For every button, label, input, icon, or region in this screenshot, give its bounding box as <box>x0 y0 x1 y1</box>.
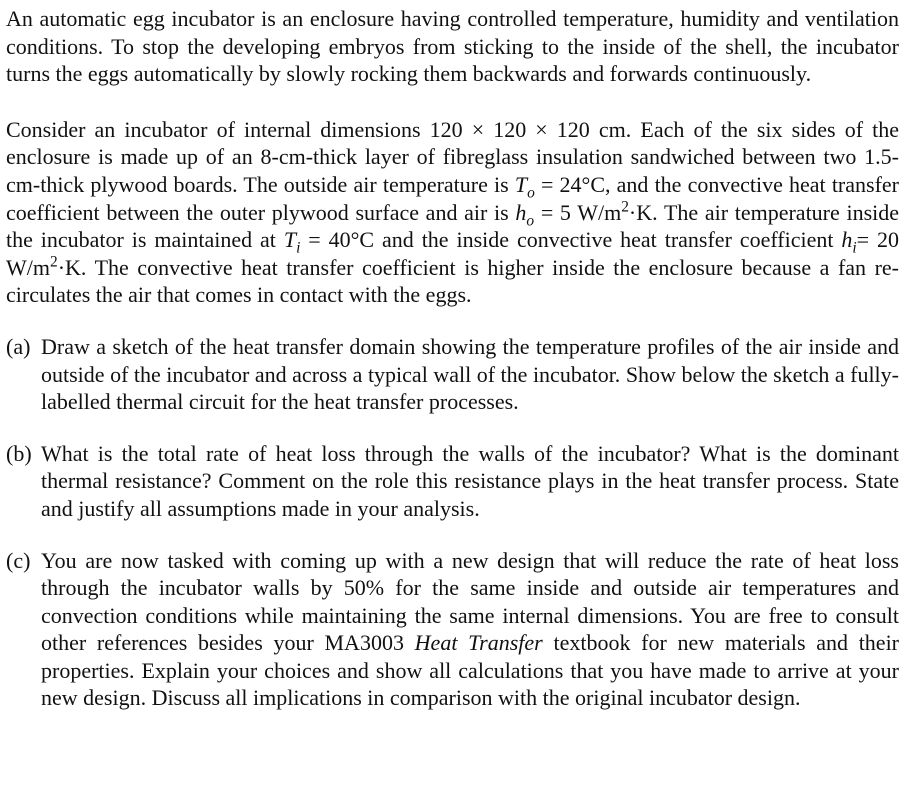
outside-h-lead: and the convective heat transfer coefficient between the outer plywood surface and air is <box>6 171 900 225</box>
question-text: What is the total rate of heat loss through the walls of the incubator? What is the dominant thermal resistance? Comment on the role this resistance plays in the heat transfer process. State and justify all assumptions made in your analysis. <box>41 440 899 521</box>
question-label: (c) <box>6 547 31 573</box>
book-title: Heat Transfer <box>414 630 543 656</box>
inside-h-value: = 20 $W/m^2\cdot K$. <box>6 227 899 280</box>
inside-h-symbol: $h_i$ <box>841 227 857 257</box>
question-c <box>6 547 899 713</box>
outside-h-symbol: $h_o$ <box>515 199 535 229</box>
inside-temp-symbol: $T_i$ <box>283 227 301 257</box>
inside-temp-lead: The air temperature inside the incubator is maintained at <box>6 199 900 253</box>
construction-sentence: Each of the six sides of the enclosure is made up of an 8-cm-thick layer of fibreglass insulation sandwiched between two 1.5-cm-thick plywood boards. <box>6 116 900 197</box>
problem-paragraph <box>6 116 899 309</box>
question-label: (a) <box>6 333 31 359</box>
outside-temp-symbol: $T_o$ <box>514 171 535 202</box>
dimensions-sentence: Consider an incubator of internal dimensions 120 × 120 × 120 cm. <box>6 116 632 142</box>
question-b <box>6 440 899 523</box>
intro-text: An automatic egg incubator is an enclosure having controlled temperature, humidity and ventilation conditions. To stop the developing embryos from sticking to the inside of the shell, the incubator turns the eggs automatically by slowly rocking them backwards and forwards continuously. <box>6 6 899 87</box>
outside-temp-lead: The outside air temperature is <box>243 171 509 197</box>
document-page <box>6 5 899 712</box>
question-text: You are now tasked with coming up with a new design that will reduce the rate of heat loss through the incubator walls by 50% for the same inside and outside air temperatures and convection conditions while maintaining the same internal dimensions. You are free to consult other references besides your MA3003 Heat Transfer textbook for new materials and their properties. Explain your choices and show all calculations that you have made to arrive at your new design. Discuss all implications in comparison with the original incubator design. <box>41 547 900 711</box>
closing-sentence: The convective heat transfer coefficient is higher inside the enclosure because a fan re-circulates the air that comes in contact with the eggs. <box>6 254 899 308</box>
question-text: Draw a sketch of the heat transfer domain showing the temperature profiles of the air inside and outside of the incubator and across a typical wall of the incubator. Show below the sketch a fully-labelled thermal circuit for the heat transfer processes. <box>41 333 899 415</box>
question-label: (b) <box>6 440 32 466</box>
inside-temp-value: = 40°C <box>308 227 375 253</box>
outside-h-value: = 5 $W/m^2\cdot K$. <box>540 198 658 225</box>
outside-temp-value: = 24°C, <box>540 171 611 197</box>
inside-h-lead: and the inside convective heat transfer coefficient <box>382 227 834 253</box>
intro-paragraph <box>6 5 899 88</box>
question-a <box>6 333 899 416</box>
